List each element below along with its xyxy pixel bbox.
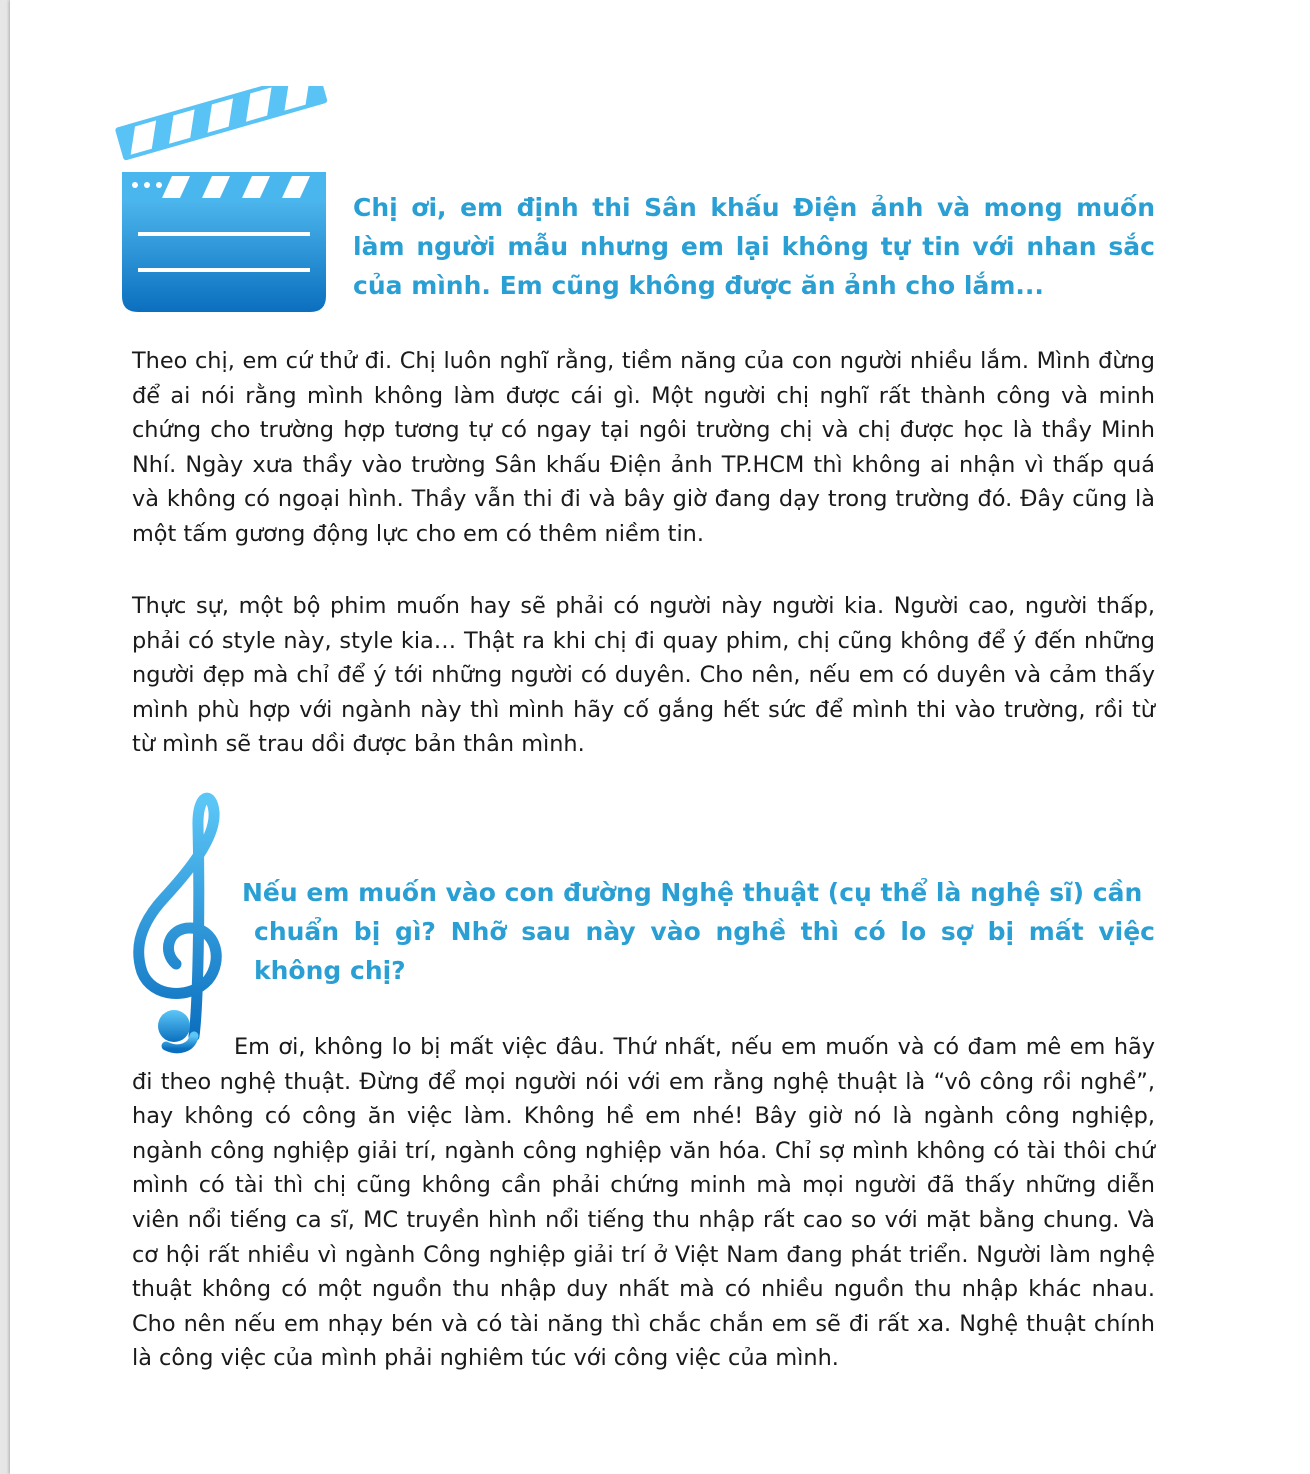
document-page: [10, 0, 1310, 1474]
answer-paragraph-3: Em ơi, không lo bị mất việc đâu. Thứ nhất, nếu em muốn và có đam mê em hãy đi theo nghệ thuật. Đừng để mọi người nói với em rằng nghệ thuật là “vô công rồi nghề”, hay không có công ăn việc làm. Không hề em nhé! Bây giờ nó là ngành công nghiệp, ngành công nghiệp giải trí, ngành công nghiệp văn hóa. Chỉ sợ mình không có tài thôi chứ mình có tài thì chị cũng không cần phải chứng minh mà mọi người đã thấy những diễn viên nổi tiếng ca sĩ, MC truyền hình nổi tiếng thu nhập rất cao so với mặt bằng chung. Và cơ hội rất nhiều vì ngành Công nghiệp giải trí ở Việt Nam đang phát triển. Người làm nghệ thuật không có một nguồn thu nhập duy nhất mà có nhiều nguồn thu nhập khác nhau. Cho nên nếu em nhạy bén và có tài năng thì chắc chắn em sẽ đi rất xa. Nghệ thuật chính là công việc của mình phải nghiêm túc với công việc của mình.: [132, 1034, 1155, 1372]
question-heading-2: [242, 873, 1155, 990]
answer-paragraph-1: Theo chị, em cứ thử đi. Chị luôn nghĩ rằng, tiềm năng của con người nhiều lắm. Mình đừng để ai nói rằng mình không làm được cái gì. Một người chị nghĩ rất thành công và minh chứng cho trường hợp tương tự có ngay tại ngôi trường chị và chị được học là thầy Minh Nhí. Ngày xưa thầy vào trường Sân khấu Điện ảnh TP.HCM thì không ai nhận vì thấp quá và không có ngoại hình. Thầy vẫn thi đi và bây giờ đang dạy trong trường đó. Đây cũng là một tấm gương động lực cho em có thêm niềm tin.: [132, 348, 1155, 547]
question-heading-1: Chị ơi, em định thi Sân khấu Điện ảnh và mong muốn làm người mẫu nhưng em lại không tự tin với nhan sắc của mình. Em cũng không được ăn ảnh cho lắm...: [353, 193, 1155, 300]
clapperboard-icon: [110, 86, 340, 316]
treble-clef-icon: [128, 786, 238, 1058]
answer-paragraph-2: Thực sự, một bộ phim muốn hay sẽ phải có người này người kia. Người cao, người thấp, phải có style này, style kia… Thật ra khi chị đi quay phim, chị cũng không để ý đến những người đẹp mà chỉ để ý tới những người có duyên. Cho nên, nếu em có duyên và cảm thấy mình phù hợp với ngành này thì mình hãy cố gắng hết sức để mình thi vào trường, rồi từ từ mình sẽ trau dồi được bản thân mình.: [132, 593, 1155, 758]
question-heading-2-rest: chuẩn bị gì? Nhỡ sau này vào nghề thì có lo sợ bị mất việc không chị?: [254, 917, 1155, 985]
question-heading-2-line1: Nếu em muốn vào con đường Nghệ thuật (cụ thể là nghệ sĩ) cần: [242, 878, 1143, 907]
